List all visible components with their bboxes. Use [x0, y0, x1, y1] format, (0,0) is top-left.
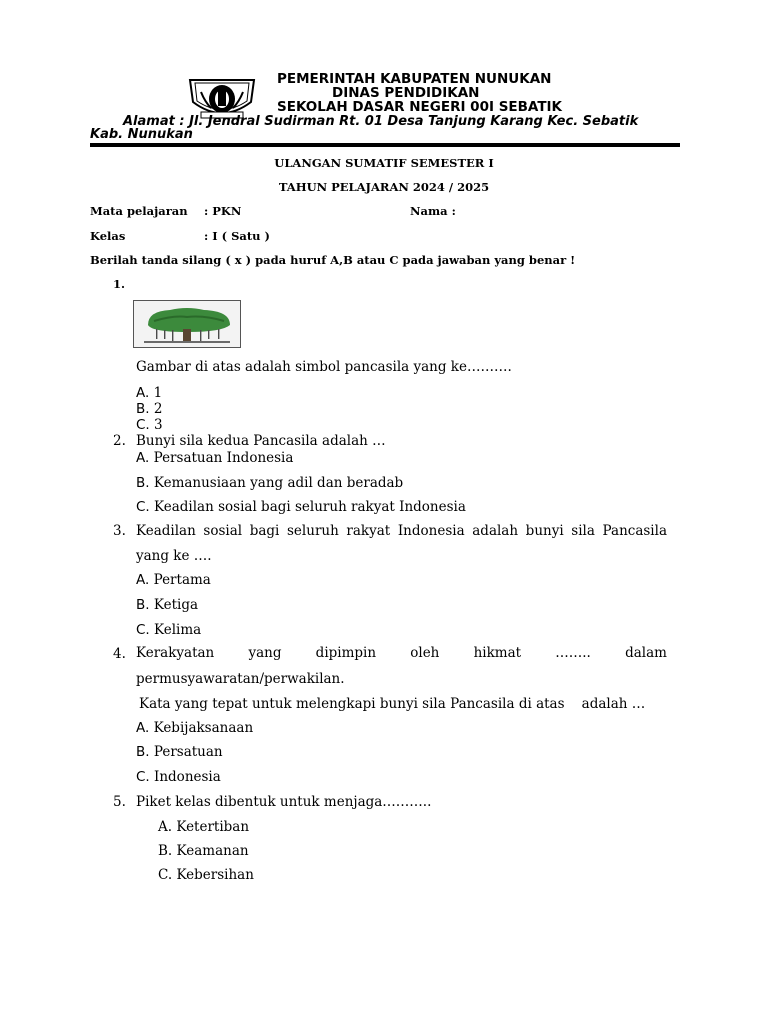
question-5-number: 5.: [113, 794, 126, 810]
letterhead-government: PEMERINTAH KABUPATEN NUNUKAN: [277, 71, 552, 87]
question-4-text-line3: Kata yang tepat untuk melengkapi bunyi sila Pancasila di atas adalah …: [139, 696, 646, 712]
question-4-option-c[interactable]: C. Indonesia: [136, 769, 221, 785]
exam-year: TAHUN PELAJARAN 2024 / 2025: [278, 180, 490, 194]
subject-label: Mata pelajaran: [90, 204, 188, 218]
question-2-option-c[interactable]: C. Keadilan sosial bagi seluruh rakyat Indonesia: [136, 499, 466, 515]
question-4-option-b[interactable]: B. Persatuan: [136, 744, 223, 760]
exam-title: ULANGAN SUMATIF SEMESTER I: [274, 156, 494, 170]
question-5-option-a[interactable]: A. Ketertiban: [158, 819, 250, 835]
class-label: Kelas: [90, 229, 126, 243]
question-4-word: hikmat: [473, 645, 522, 661]
letterhead-department: DINAS PENDIDIKAN: [332, 85, 480, 101]
question-4-word: ……..: [555, 645, 591, 661]
question-3-option-b[interactable]: B. Ketiga: [136, 597, 199, 613]
question-4-word: oleh: [410, 645, 440, 661]
question-1-option-a[interactable]: A. 1: [136, 385, 163, 401]
question-3-text-line1: Keadilan sosial bagi seluruh rakyat Indonesia adalah bunyi sila Pancasila: [136, 523, 667, 539]
question-2-option-b[interactable]: B. Kemanusiaan yang adil dan beradab: [136, 475, 404, 491]
letterhead-school: SEKOLAH DASAR NEGERI 00I SEBATIK: [277, 99, 563, 115]
question-1-text: Gambar di atas adalah simbol pancasila yang ke……….: [136, 359, 512, 375]
question-3-option-a[interactable]: A. Pertama: [136, 572, 211, 588]
question-2-text: Bunyi sila kedua Pancasila adalah …: [136, 433, 386, 449]
letterhead-divider: [90, 143, 680, 147]
question-1-option-b[interactable]: B. 2: [136, 401, 163, 417]
question-5-option-c[interactable]: C. Kebersihan: [158, 867, 254, 883]
question-4-word: Kerakyatan: [136, 645, 215, 661]
student-name-label: Nama :: [410, 204, 456, 218]
question-4-text-line1: [136, 645, 667, 661]
question-4-text-line2: permusyawaratan/perwakilan.: [136, 671, 345, 687]
question-1-number: 1.: [113, 277, 126, 291]
instruction-text: Berilah tanda silang ( x ) pada huruf A,B atau C pada jawaban yang benar !: [90, 253, 576, 267]
question-2-option-a[interactable]: A. Persatuan Indonesia: [136, 450, 294, 466]
banyan-tree-symbol-image: [133, 300, 241, 348]
question-3-option-c[interactable]: C. Kelima: [136, 622, 202, 638]
letterhead-address-regency: Kab. Nunukan: [90, 127, 193, 142]
class-value: : I ( Satu ): [204, 229, 270, 243]
question-4-number: 4.: [113, 646, 126, 662]
question-3-text-line2: yang ke ….: [136, 548, 212, 564]
question-4-word: dipimpin: [315, 645, 377, 661]
question-2-number: 2.: [113, 433, 126, 449]
question-5-option-b[interactable]: B. Keamanan: [158, 843, 249, 859]
subject-value: : PKN: [204, 204, 242, 218]
question-3-number: 3.: [113, 523, 126, 539]
letterhead-address: Alamat : Jl. Jendral Sudirman Rt. 01 Desa Tanjung Karang Kec. Sebatik: [123, 114, 639, 129]
question-5-text: Piket kelas dibentuk untuk menjaga………..: [136, 794, 432, 810]
question-4-word: yang: [248, 645, 282, 661]
question-4-word: dalam: [625, 645, 667, 661]
question-4-option-a[interactable]: A. Kebijaksanaan: [136, 720, 254, 736]
question-1-option-c[interactable]: C. 3: [136, 417, 163, 433]
